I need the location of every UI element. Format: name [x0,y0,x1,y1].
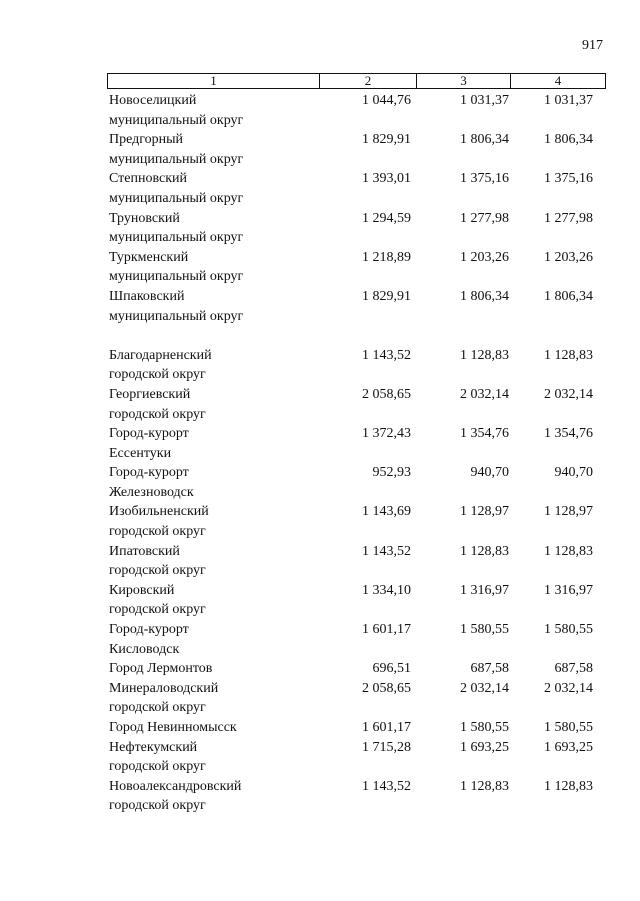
table-row [107,679,606,718]
row-name-line1: Город-курорт [109,426,189,442]
row-name-line2: городской округ [109,700,206,716]
value-col-2: 1 218,89 [362,249,411,265]
value-col-3: 1 806,34 [460,132,509,148]
value-col-3: 1 203,26 [460,249,509,265]
value-col-3: 1 693,25 [460,739,509,755]
row-name-line2: муниципальный округ [109,190,244,206]
row-name [107,738,319,777]
value-col-3: 1 128,83 [460,778,509,794]
row-name-line1: Труновский [109,210,180,226]
table-row [107,346,606,385]
value-col-3: 1 580,55 [460,720,509,735]
row-name-line2: муниципальный округ [109,230,244,246]
row-name-line1: Предгорный [109,132,184,148]
value-col-2: 952,93 [372,465,411,481]
value-col-2: 696,51 [372,661,411,677]
value-col-3: 1 354,76 [460,426,509,442]
value-col-4: 1 316,97 [544,582,593,598]
row-name [107,287,319,326]
value-col-3: 1 806,34 [460,288,509,304]
table-row [107,620,606,659]
row-name [107,346,319,385]
row-name-line2: Кисловодск [109,641,180,657]
table-row [107,169,606,208]
value-col-4: 1 580,55 [544,622,593,638]
value-col-4: 2 032,14 [544,386,593,402]
row-name-line1: Благодарненский [109,347,212,363]
row-name-line1: Город Невинномысск [109,720,237,735]
table-body [107,91,606,816]
table-row [107,659,606,679]
header-col-1: 1 [108,74,320,88]
row-name-line2: городской округ [109,367,206,383]
table-row [107,718,606,738]
value-col-3: 2 032,14 [460,386,509,402]
value-col-4: 1 580,55 [544,720,593,735]
value-col-4: 2 032,14 [544,680,593,696]
row-name-line1: Город-курорт [109,465,189,481]
page-number: 917 [582,38,603,53]
row-name-line2: городской округ [109,798,206,814]
row-name [107,718,319,738]
header-col-2: 2 [320,74,417,88]
value-col-2: 1 829,91 [362,132,411,148]
value-col-2: 1 601,17 [362,720,411,735]
table-row [107,424,606,463]
row-name-line1: Новоалександровский [109,778,242,794]
value-col-4: 1 806,34 [544,288,593,304]
row-name-line2: муниципальный округ [109,269,244,285]
value-col-3: 1 580,55 [460,622,509,638]
value-col-2: 1 715,28 [362,739,411,755]
table-row [107,209,606,248]
group-spacer [107,326,606,346]
table-row [107,248,606,287]
value-col-4: 1 128,83 [544,543,593,559]
row-name [107,248,319,287]
row-name-line1: Новоселицкий [109,93,197,108]
value-col-2: 1 143,52 [362,778,411,794]
value-col-3: 1 128,83 [460,543,509,559]
row-name-line2: городской округ [109,563,206,579]
row-name [107,130,319,169]
table-row [107,777,606,816]
table-row [107,385,606,424]
row-name-line1: Изобильненский [109,504,209,520]
row-name-line1: Город-курорт [109,622,189,638]
row-name-line1: Нефтекумский [109,739,198,755]
row-name-line1: Кировский [109,582,175,598]
row-name-line1: Георгиевский [109,386,191,402]
row-name [107,502,319,541]
table-row [107,581,606,620]
table-row [107,287,606,326]
value-col-4: 1 128,97 [544,504,593,520]
row-name-line1: Степновский [109,171,187,187]
row-name [107,659,319,679]
value-col-3: 1 128,97 [460,504,509,520]
row-name [107,209,319,248]
data-table [107,73,606,816]
row-name [107,679,319,718]
row-name-line1: Город Лермонтов [109,661,213,677]
value-col-4: 1 031,37 [544,93,593,108]
row-name-line1: Туркменский [109,249,189,265]
table-row [107,91,606,130]
value-col-4: 1 203,26 [544,249,593,265]
value-col-2: 2 058,65 [362,386,411,402]
row-name-line2: Железноводск [109,484,194,500]
value-col-2: 1 044,76 [362,93,411,108]
value-col-2: 1 143,69 [362,504,411,520]
value-col-4: 1 375,16 [544,171,593,187]
value-col-3: 687,58 [470,661,509,677]
value-col-2: 2 058,65 [362,680,411,696]
table-row [107,738,606,777]
row-name-line2: городской округ [109,406,206,422]
table-header [107,73,606,89]
value-col-4: 1 354,76 [544,426,593,442]
value-col-3: 940,70 [470,465,509,481]
value-col-2: 1 334,10 [362,582,411,598]
value-col-2: 1 143,52 [362,347,411,363]
row-name [107,91,319,130]
value-col-4: 1 277,98 [544,210,593,226]
row-name-line2: Ессентуки [109,445,172,461]
row-name-line2: муниципальный округ [109,151,244,167]
row-name-line2: городской округ [109,759,206,775]
table-row [107,130,606,169]
row-name [107,463,319,502]
value-col-4: 1 128,83 [544,347,593,363]
row-name-line1: Ипатовский [109,543,180,559]
row-name-line2: муниципальный округ [109,308,244,324]
value-col-2: 1 829,91 [362,288,411,304]
value-col-3: 1 375,16 [460,171,509,187]
value-col-2: 1 143,52 [362,543,411,559]
row-name [107,777,319,816]
table-row [107,542,606,581]
value-col-4: 940,70 [554,465,593,481]
value-col-4: 1 806,34 [544,132,593,148]
value-col-3: 1 031,37 [460,93,509,108]
value-col-3: 1 128,83 [460,347,509,363]
header-col-4: 4 [554,73,562,88]
row-name [107,542,319,581]
value-col-3: 1 316,97 [460,582,509,598]
row-name [107,169,319,208]
table-row [107,502,606,541]
value-col-4: 1 693,25 [544,739,593,755]
value-col-2: 1 393,01 [362,171,411,187]
value-col-2: 1 372,43 [362,426,411,442]
row-name-line1: Шпаковский [109,288,185,304]
row-name [107,581,319,620]
value-col-2: 1 601,17 [362,622,411,638]
row-name-line2: городской округ [109,524,206,540]
value-col-3: 2 032,14 [460,680,509,696]
row-name-line1: Минераловодский [109,680,219,696]
header-col-3: 3 [417,74,511,88]
value-col-4: 687,58 [554,661,593,677]
row-name-line2: муниципальный округ [109,112,244,128]
row-name-line2: городской округ [109,602,206,618]
table-row [107,463,606,502]
value-col-2: 1 294,59 [362,210,411,226]
value-col-3: 1 277,98 [460,210,509,226]
row-name [107,424,319,463]
row-name [107,385,319,424]
row-name [107,620,319,659]
value-col-4: 1 128,83 [544,778,593,794]
